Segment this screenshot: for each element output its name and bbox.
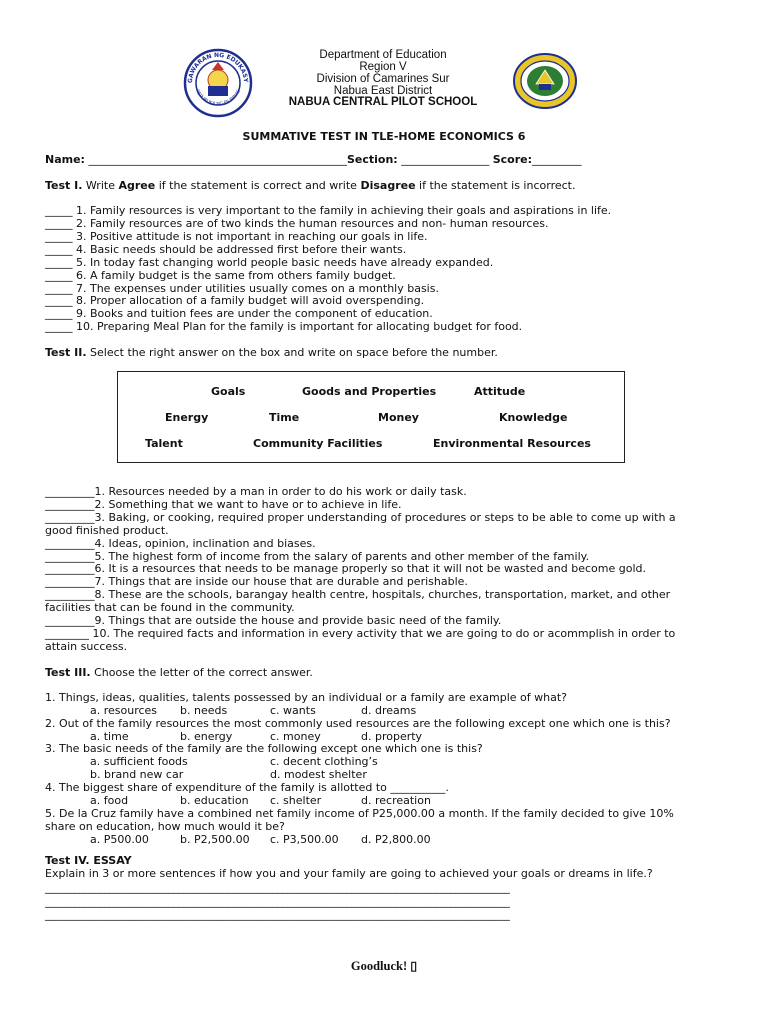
test2-instruction <box>45 346 498 359</box>
seal-arc-top: GAWARAN NG EDUKASY <box>186 51 250 84</box>
choice-environmental-resources: Environmental Resources <box>433 437 591 450</box>
q1-option: b. needs <box>180 704 228 717</box>
test2-item: _________5. The highest form of income from the salary of parents and other member of the family. <box>45 550 590 563</box>
q5-option: a. P500.00 <box>90 833 149 846</box>
test1-item: _____ 5. In today fast changing world people basic needs have already expanded. <box>45 256 494 269</box>
test2-label: Test II. <box>45 346 87 359</box>
test4-instruction: Explain in 3 or more sentences if how you and your family are going to achieved your goals or dreams in life.? <box>45 867 653 880</box>
test1-item: _____ 4. Basic needs should be addressed first before their wants. <box>45 243 407 256</box>
q4-option: c. shelter <box>270 794 322 807</box>
test1-inst-part: if the statement is incorrect. <box>415 179 576 192</box>
q2-option: c. money <box>270 730 321 743</box>
choice-attitude: Attitude <box>474 385 526 398</box>
q3-option: c. decent clothing’s <box>270 755 378 768</box>
q4-option: d. recreation <box>361 794 431 807</box>
test1-instruction <box>45 179 575 192</box>
test1-item: _____ 3. Positive attitude is not important in reaching our goals in life. <box>45 230 428 243</box>
test3-question: 1. Things, ideas, qualities, talents possessed by an individual or a family are example of what? <box>45 691 567 704</box>
test1-label: Test I. <box>45 179 83 192</box>
test2-item: _________2. Something that we want to have or to achieve in life. <box>45 498 402 511</box>
test2-item: _________1. Resources needed by a man in order to do his work or daily task. <box>45 485 467 498</box>
choice-talent: Talent <box>145 437 183 450</box>
score-label: Score: <box>492 153 532 166</box>
q3-option: a. sufficient foods <box>90 755 188 768</box>
essay-line[interactable]: ______________________________________________________________________________________________ <box>45 897 510 908</box>
essay-line[interactable]: ______________________________________________________________________________________________ <box>45 883 510 894</box>
header-department: Department of Education <box>319 49 447 61</box>
test1-item: _____ 8. Proper allocation of a family budget will avoid overspending. <box>45 294 425 307</box>
agree-keyword: Agree <box>118 179 156 192</box>
test3-question: 4. The biggest share of expenditure of the family is allotted to __________. <box>45 781 449 794</box>
score-blank[interactable]: _________ <box>531 153 582 166</box>
test2-item: _________3. Baking, or cooking, required proper understanding of procedures or steps to be able to come up with a <box>45 511 676 524</box>
test1-item: _____ 7. The expenses under utilities usually comes on a monthly basis. <box>45 282 439 295</box>
test1-item: _____ 10. Preparing Meal Plan for the family is important for allocating budget for food. <box>45 320 523 333</box>
test2-item-cont: facilities that can be found in the community. <box>45 601 295 614</box>
q5-option: c. P3,500.00 <box>270 833 339 846</box>
choice-community-facilities: Community Facilities <box>253 437 383 450</box>
test2-item-cont: good finished product. <box>45 524 169 537</box>
test3-label: Test III. <box>45 666 91 679</box>
test2-item: _________7. Things that are inside our house that are durable and perishable. <box>45 575 468 588</box>
test-title: SUMMATIVE TEST IN TLE-HOME ECONOMICS 6 <box>242 130 526 143</box>
q1-option: d. dreams <box>361 704 417 717</box>
choice-goals: Goals <box>211 385 246 398</box>
q3-option: b. brand new car <box>90 768 184 781</box>
q2-option: b. energy <box>180 730 233 743</box>
header-region: Region V <box>359 61 407 73</box>
test2-item: _________9. Things that are outside the house and provide basic need of the family. <box>45 614 502 627</box>
test4-label: Test IV. ESSAY <box>45 854 132 867</box>
test1-item: _____ 2. Family resources are of two kinds the human resources and non- human resources. <box>45 217 549 230</box>
q1-option: a. resources <box>90 704 158 717</box>
test3-inst-text: Choose the letter of the correct answer. <box>90 666 313 679</box>
header-school-name: NABUA CENTRAL PILOT SCHOOL <box>288 96 478 108</box>
q4-option: a. food <box>90 794 129 807</box>
test3-question: 3. The basic needs of the family are the following except one which one is this? <box>45 742 483 755</box>
test1-inst-part: Write <box>82 179 119 192</box>
choice-energy: Energy <box>165 411 209 424</box>
q5-option: d. P2,800.00 <box>361 833 431 846</box>
seal-arc-bottom: REPUBLIKA NG PILIPINAS <box>194 89 242 108</box>
section-label: Section: <box>346 153 398 166</box>
header-division: Division of Camarines Sur <box>316 73 450 85</box>
q2-option: d. property <box>361 730 423 743</box>
choice-goods-and-properties: Goods and Properties <box>302 385 437 398</box>
test2-item-cont: attain success. <box>45 640 128 653</box>
q3-option: d. modest shelter <box>270 768 367 781</box>
name-label: Name: <box>45 153 85 166</box>
test3-question: 5. De la Cruz family have a combined net family income of P25,000.00 a month. If the family decided to give 10% <box>45 807 674 820</box>
test2-item: _________4. Ideas, opinion, inclination and biases. <box>45 537 316 550</box>
test3-instruction <box>45 666 313 679</box>
section-blank[interactable]: ________________ <box>401 153 490 166</box>
q4-option: b. education <box>180 794 249 807</box>
info-row <box>45 153 581 166</box>
header-district: Nabua East District <box>333 85 433 97</box>
choice-money: Money <box>378 411 419 424</box>
test1-inst-part: if the statement is correct and write <box>155 179 361 192</box>
q2-option: a. time <box>90 730 129 743</box>
test2-item: _________6. It is a resources that needs to be manage properly so that it will not be wasted and become gold. <box>45 562 647 575</box>
test3-question: 2. Out of the family resources the most commonly used resources are the following except one which one is this? <box>45 717 671 730</box>
name-blank[interactable]: _______________________________________________ <box>88 153 347 166</box>
essay-line[interactable]: ______________________________________________________________________________________________ <box>45 910 510 921</box>
q1-option: c. wants <box>270 704 316 717</box>
goodluck-message: Goodluck! ▯ <box>350 959 418 973</box>
test3-question-cont: share on education, how much would it be? <box>45 820 285 833</box>
test2-item: _________8. These are the schools, barangay health centre, hospitals, churches, transportation, market, and other <box>45 588 671 601</box>
test2-item: ________ 10. The required facts and information in every activity that we are going to do or acommplish in order to <box>45 627 676 640</box>
disagree-keyword: Disagree <box>360 179 416 192</box>
test1-item: _____ 6. A family budget is the same from others family budget. <box>45 269 396 282</box>
test2-inst-text: Select the right answer on the box and write on space before the number. <box>86 346 498 359</box>
q5-option: b. P2,500.00 <box>180 833 250 846</box>
test1-item: _____ 9. Books and tuition fees are under the component of education. <box>45 307 433 320</box>
test1-item: _____ 1. Family resources is very important to the family in achieving their goals and aspirations in life. <box>45 204 612 217</box>
choice-time: Time <box>269 411 300 424</box>
choice-knowledge: Knowledge <box>499 411 568 424</box>
